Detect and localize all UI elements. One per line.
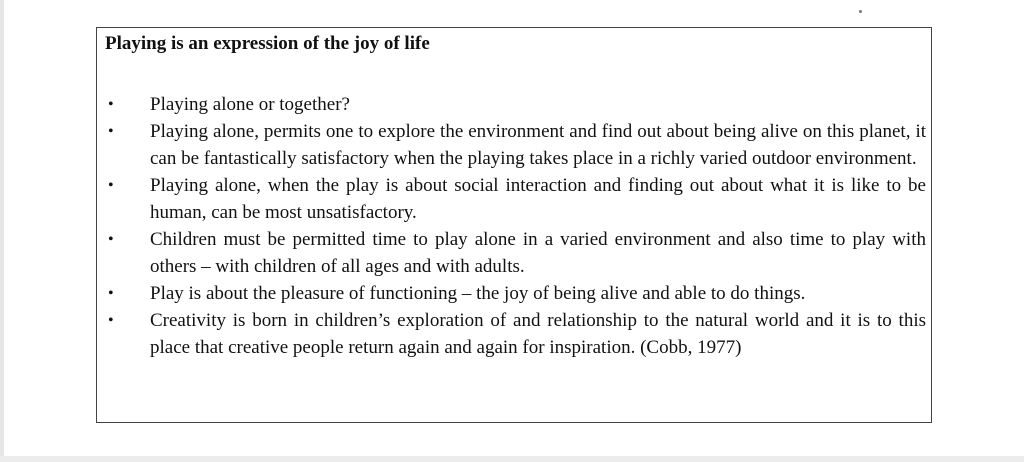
left-page-edge (0, 0, 4, 462)
bullet-item (97, 226, 933, 280)
bullet-text: Play is about the pleasure of functioning – the joy of being alive and able to do things. (150, 283, 806, 304)
bullet-text: Playing alone, when the play is about social interaction and finding out about what it is like to be human, can be most unsatisfactory. (150, 175, 926, 223)
bullet-text: Playing alone or together? (150, 94, 350, 115)
bullet-icon: • (108, 312, 114, 329)
box-title: Playing is an expression of the joy of life (105, 33, 430, 54)
bullet-icon: • (108, 96, 114, 113)
bullet-icon: • (108, 123, 114, 140)
bullet-list (97, 91, 933, 361)
bullet-icon: • (108, 177, 114, 194)
bullet-item (97, 91, 933, 118)
bullet-item (97, 307, 933, 361)
bullet-item (97, 118, 933, 172)
bullet-item (97, 172, 933, 226)
bullet-icon: • (108, 285, 114, 302)
bullet-text: Playing alone, permits one to explore the environment and find out about being alive on this planet, it can be fantastically satisfactory when the playing takes place in a richly varied outdoor environment. (150, 121, 926, 169)
bottom-page-edge (0, 456, 1024, 462)
bullet-text: Creativity is born in children’s exploration of and relationship to the natural world and it is to this place that creative people return again and again for inspiration. (Cobb, 1977) (150, 310, 926, 358)
bullet-text: Children must be permitted time to play alone in a varied environment and also time to play with others – with children of all ages and with adults. (150, 229, 926, 277)
scan-speck (859, 10, 862, 13)
quote-box (96, 27, 932, 423)
bullet-icon: • (108, 231, 114, 248)
bullet-item (97, 280, 933, 307)
